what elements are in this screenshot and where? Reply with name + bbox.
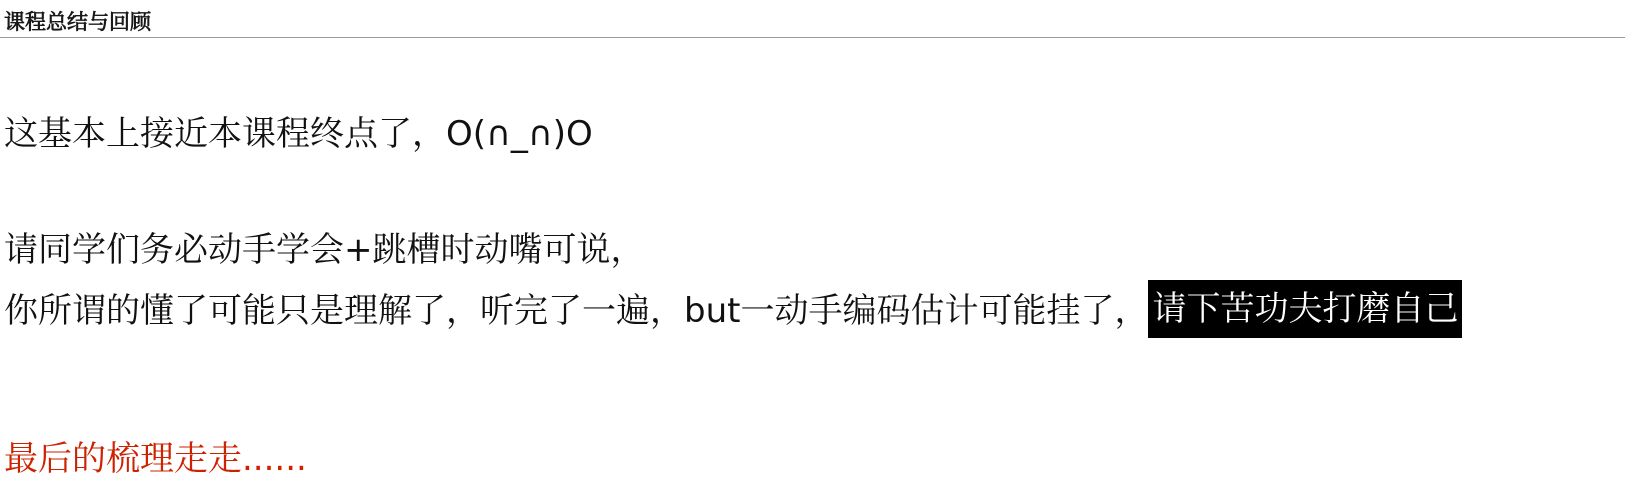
text-line-understanding-main: 你所谓的懂了可能只是理解了，听完了一遍，but一动手编码估计可能挂了， bbox=[4, 291, 1149, 331]
text-line-course-end: 这基本上接近本课程终点了，O(∩_∩)O bbox=[4, 114, 593, 154]
highlighted-text: 请下苦功夫打磨自己 bbox=[1148, 280, 1462, 338]
text-line-final-review: 最后的梳理走走...... bbox=[4, 439, 307, 479]
text-line-understanding-warning bbox=[4, 287, 1462, 338]
text-line-practice-advice: 请同学们务必动手学会+跳槽时动嘴可说， bbox=[4, 230, 645, 270]
slide-header bbox=[0, 0, 1625, 38]
slide-title: 课程总结与回顾 bbox=[4, 10, 151, 34]
